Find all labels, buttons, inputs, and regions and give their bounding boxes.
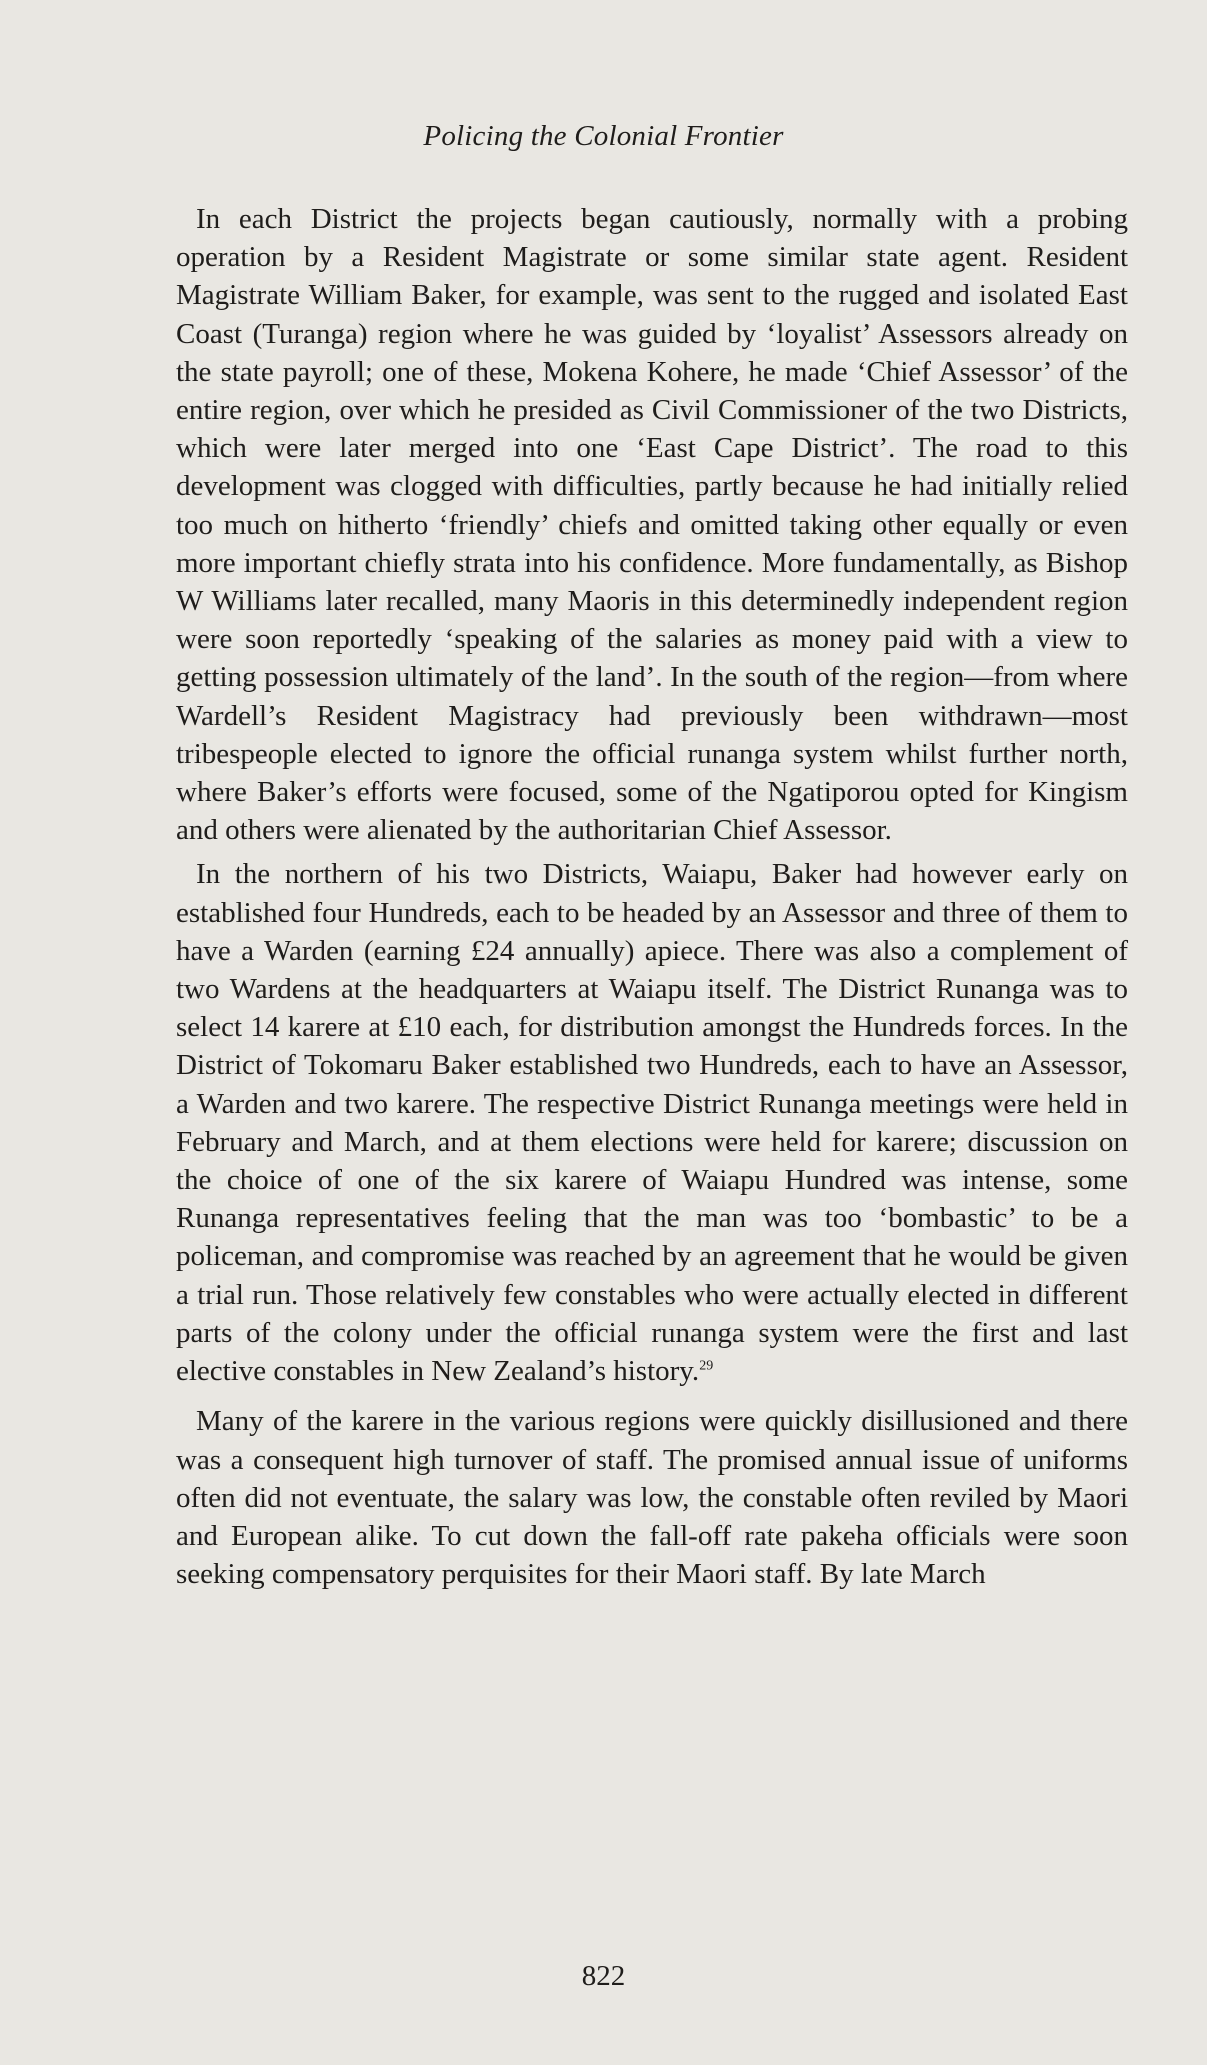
paragraph-text: In each District the projects began cautiously, normally with a probing operation by a Resident Magistrate or some similar state agent. Resident Magistrate William Baker, for example, was sent to the rugged and isolated East Coast (Turanga) region where he was guided by ‘loyalist’ Assessors already on the state payroll; one of these, Mokena Kohere, he made ‘Chief Assessor’ of the entire region, over which he presided as Civil Commissioner of the two Districts, which were later merged into one ‘East Cape District’. The road to this development was clogged with difficulties, partly because he had initially relied too much on hitherto ‘friendly’ chiefs and omitted taking other equally or even more important chiefly strata into his confidence. More fundamentally, as Bishop W Williams later recalled, many Maoris in this determinedly independent region were soon reportedly ‘speaking of the salaries as money paid with a view to getting possession ultimately of the land’. In the south of the region—from where Wardell’s Resident Magistracy had previously been withdrawn—most tribespeople elected to ignore the official runanga system whilst further north, where Baker’s efforts were focused, some of the Ngatiporou opted for Kingism and others were alienated by the authoritarian Chief Assessor.: [176, 203, 1128, 847]
running-head: Policing the Colonial Frontier: [423, 120, 784, 152]
body-text: [176, 200, 1128, 1593]
paragraph: [176, 1402, 1128, 1593]
paragraph: [176, 200, 1128, 849]
footnote-reference[interactable]: 29: [699, 1358, 714, 1374]
paragraph: [176, 855, 1128, 1390]
page-number: 822: [581, 1960, 626, 1992]
paragraph-text: Many of the karere in the various regions were quickly disillusioned and there was a consequent high turnover of staff. The promised annual issue of uniforms often did not eventuate, the salary was low, the constable often reviled by Maori and European alike. To cut down the fall-off rate pakeha officials were soon seeking compensatory perquisites for their Maori staff. By late March: [176, 1405, 1128, 1591]
paragraph-text: In the northern of his two Districts, Waiapu, Baker had however early on established four Hundreds, each to be headed by an Assessor and three of them to have a Warden (earning £24 annually) apiece. There was also a complement of two Wardens at the headquarters at Waiapu itself. The District Runanga was to select 14 karere at £10 each, for distribution amongst the Hundreds forces. In the District of Tokomaru Baker established two Hundreds, each to have an Assessor, a Warden and two karere. The respective District Runanga meetings were held in February and March, and at them elections were held for karere; discussion on the choice of one of the six karere of Waiapu Hundred was intense, some Runanga representatives feeling that the man was too ‘bombastic’ to be a policeman, and compromise was reached by an agreement that he would be given a trial run. Those relatively few constables who were actually elected in different parts of the colony under the official runanga system were the first and last elective constables in New Zealand’s history.: [176, 858, 1128, 1388]
